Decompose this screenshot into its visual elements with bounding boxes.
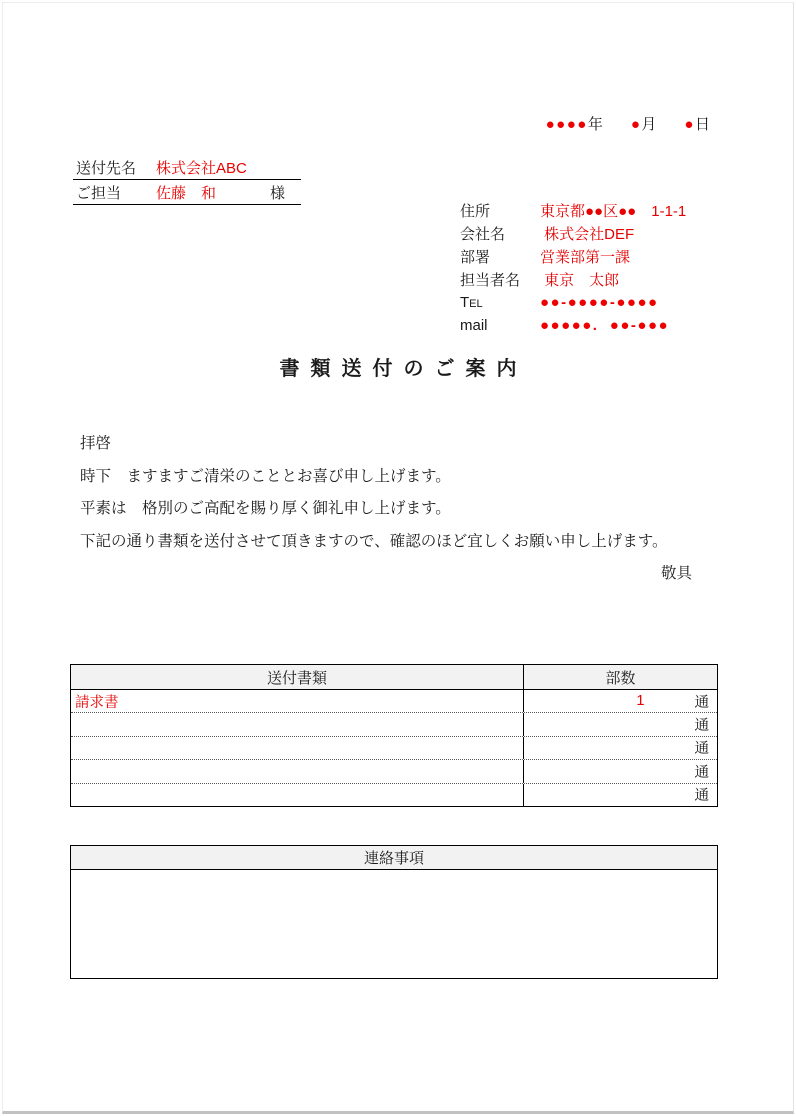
cell-document [71,760,524,782]
sender-person-label: 担当者名 [460,272,521,289]
header-documents: 送付書類 [71,665,524,689]
sender-address-value: 東京都●●区●● 1-1-1 [540,203,687,220]
cell-copies [524,784,717,806]
notes-header: 連絡事項 [71,846,717,870]
cell-document [71,784,524,806]
recipient-contact-row [73,180,301,205]
date-year-unit: 年 [587,116,603,133]
sender-department-row [460,245,730,268]
sender-person-value: 東京 太郎 [540,272,620,289]
copies-unit: 通 [694,694,709,711]
recipient-honorific: 様 [269,184,285,202]
letter-line: 時下 ますますご清栄のこととお喜び申し上げます。 [80,467,451,485]
sender-tel-value: ●●-●●●●-●●●● [540,294,659,311]
recipient-company-label: 送付先名 [76,159,137,177]
documents-table-header [71,665,717,690]
table-row [71,737,717,760]
sender-address-label: 住所 [460,203,491,220]
documents-table [70,664,718,807]
sender-block [460,199,730,337]
letter-body [80,428,720,591]
sender-tel-row [460,291,730,314]
sender-company-row [460,222,730,245]
copies-unit: 通 [694,718,709,735]
date-day-unit: 日 [694,116,710,133]
cell-copies [524,760,717,782]
sender-mail-label: mail [460,317,488,334]
date-line [546,113,710,134]
cell-copies [524,690,717,712]
table-row [71,784,717,806]
sender-mail-value: ●●●●●. ●●-●●● [540,317,670,334]
date-day [684,113,710,134]
copies-unit: 通 [694,741,709,758]
copies-unit: 通 [694,788,709,805]
table-row [71,713,717,736]
table-row [71,760,717,783]
recipient-contact-label: ご担当 [76,184,122,202]
letter-line: 平素は 格別のご高配を賜り厚く御礼申し上げます。 [80,500,451,517]
sender-address-row [460,199,730,222]
header-copies: 部数 [605,669,636,687]
date-month [631,113,657,134]
sender-department-value: 営業部第一課 [540,249,631,266]
copies-count: 1 [636,693,645,710]
letter-line: 下記の通り書類を送付させて頂きますので、確認のほど宜しくお願い申し上げます。 [80,532,668,550]
notes-content [71,870,717,978]
recipient-contact-value: 佐藤 和 [156,184,217,202]
sender-company-value: 株式会社DEF [540,226,635,243]
notes-box [70,845,718,979]
sender-company-label: 会社名 [460,226,506,243]
letter-closing: 敬具 [660,565,692,582]
recipient-block [73,155,301,205]
page-title: 書類送付のご案内 [279,358,528,380]
cell-document: 請求書 [71,690,524,712]
date-month-unit: 月 [641,116,657,133]
cell-copies [524,713,717,735]
cell-copies [524,737,717,759]
recipient-company-value: 株式会社ABC [156,159,247,177]
sender-tel-label: Tel [460,294,483,311]
cell-document [71,737,524,759]
sender-department-label: 部署 [460,249,491,266]
date-year [546,113,603,134]
date-year-placeholder-dots: ●●●● [545,116,588,133]
letter-greeting: 拝啓 [80,435,112,452]
table-row [71,690,717,713]
cell-document [71,713,524,735]
sender-person-row [460,268,730,291]
date-month-placeholder-dots: ● [630,116,642,133]
copies-unit: 通 [694,764,709,781]
recipient-company-row [73,155,301,180]
date-day-placeholder-dots: ● [684,116,695,133]
sender-mail-row [460,314,730,337]
